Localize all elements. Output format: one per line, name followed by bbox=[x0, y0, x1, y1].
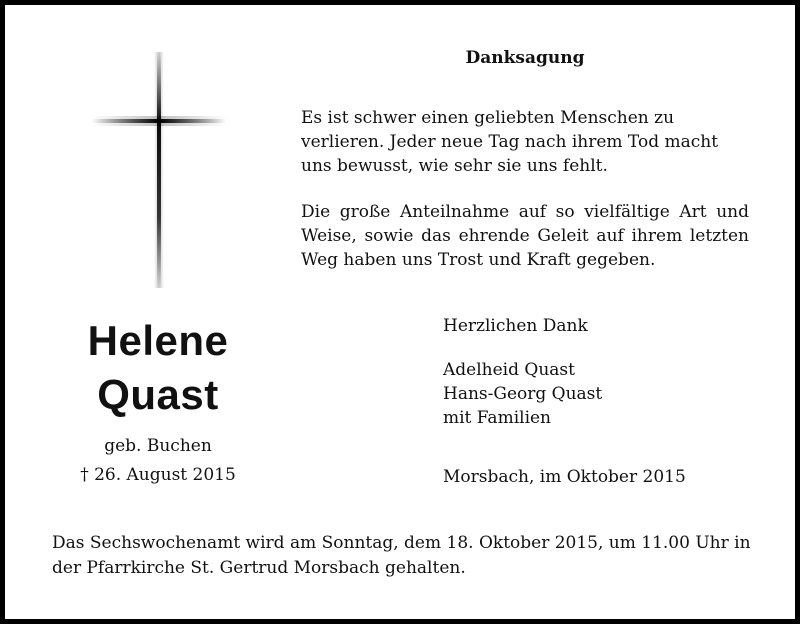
place-date: Morsbach, im Oktober 2015 bbox=[443, 467, 686, 487]
death-date: † 26. August 2015 bbox=[80, 465, 236, 485]
service-notice: Das Sechswochenamt wird am Sonntag, dem 18. Oktober 2015, um 11.00 Uhr in der Pfarrkirche St. Gertrud Morsbach gehalten. bbox=[52, 533, 751, 578]
deceased-first-name: Helene bbox=[87, 317, 229, 364]
deceased-last-name: Quast bbox=[97, 371, 219, 418]
signer-3: mit Familien bbox=[443, 408, 552, 428]
paragraph-1: Es ist schwer einen geliebten Menschen zu verlieren. Jeder neue Tag nach ihrem Tod macht uns bewusst, wie sehr sie uns fehlt. bbox=[301, 108, 719, 176]
signer-1: Adelheid Quast bbox=[443, 360, 575, 380]
cross-icon bbox=[92, 52, 226, 288]
signer-2: Hans-Georg Quast bbox=[443, 384, 603, 404]
maiden-name: geb. Buchen bbox=[104, 436, 212, 456]
thanks-line: Herzlichen Dank bbox=[443, 316, 588, 336]
heading: Danksagung bbox=[465, 48, 585, 68]
paragraph-2: Die große Anteilnahme auf so vielfältige Art und Weise, sowie das ehrende Geleit auf ihrem letzten Weg haben uns Trost und Kraft gegeben. bbox=[301, 202, 749, 270]
